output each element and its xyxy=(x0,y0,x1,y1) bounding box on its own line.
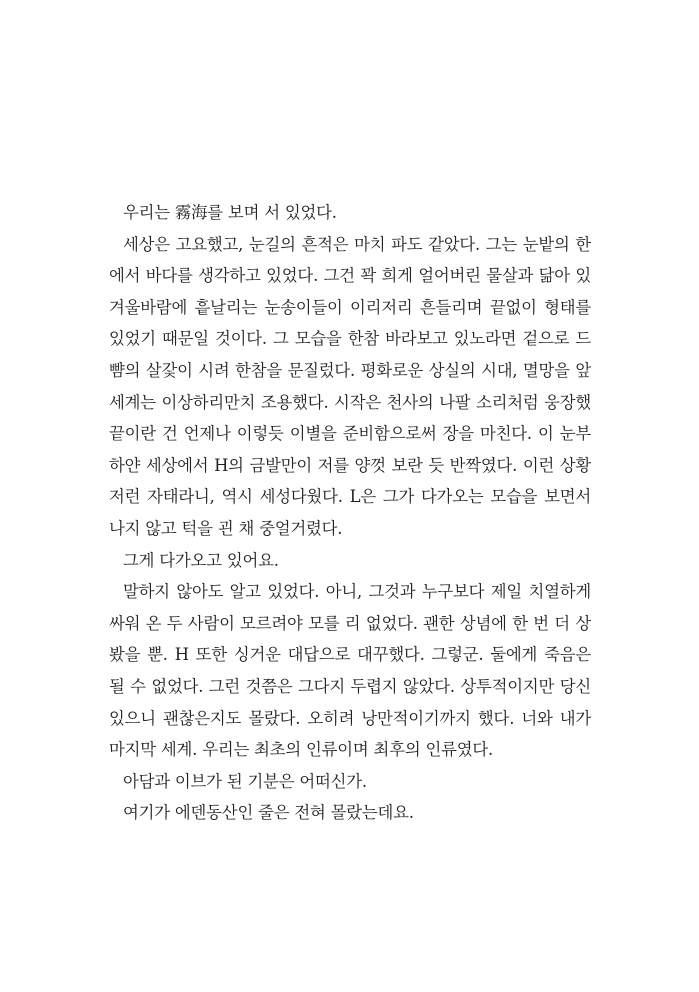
text-line: 말하지 않아도 알고 있었다. 아니, 그것과 누구보다 제일 치열하게 xyxy=(123,582,591,602)
text-line: 있었기 때문일 것이다. 그 모습을 한참 바라보고 있노라면 겉으로 드 xyxy=(109,329,591,349)
text-line: 될 수 없었다. 그런 것쯤은 그다지 두렵지 않았다. 상투적이지만 당신 xyxy=(109,676,591,696)
text-line: 세상은 고요했고, 눈길의 흔적은 마치 파도 같았다. 그는 눈밭의 한 xyxy=(123,234,591,254)
text-line: 있으니 괜찮은지도 몰랐다. 오히려 낭만적이기까지 했다. 너와 내가 xyxy=(109,708,591,728)
text-line: 나지 않고 턱을 괸 채 중얼거렸다. xyxy=(109,518,343,538)
text-line: 저런 자태라니, 역시 세성다웠다. L은 그가 다가오는 모습을 보면서 xyxy=(109,487,591,507)
text-line: 겨울바람에 흩날리는 눈송이들이 이리저리 흔들리며 끝없이 형태를 xyxy=(109,297,591,317)
text-line: 마지막 세계. 우리는 최초의 인류이며 최후의 인류였다. xyxy=(109,740,494,760)
text-line: 아담과 이브가 된 기분은 어떠신가. xyxy=(123,771,367,791)
text-line: 봤을 뿐. H 또한 싱거운 대답으로 대꾸했다. 그렇군. 둘에게 죽음은 xyxy=(109,645,591,665)
body-text xyxy=(109,197,591,829)
text-line: 우리는 霧海를 보며 서 있었다. xyxy=(123,203,337,222)
text-line: 싸워 온 두 사람이 모르려야 모를 리 없었다. 괜한 상념에 한 번 더 상 xyxy=(109,613,591,633)
text-line: 끝이란 건 언제나 이렇듯 이별을 준비함으로써 장을 마친다. 이 눈부 xyxy=(109,424,591,444)
text-line: 하얀 세상에서 H의 금발만이 저를 양껏 보란 듯 반짝였다. 이런 상황 xyxy=(109,455,591,475)
text-line: 에서 바다를 생각하고 있었다. 그건 꽉 희게 얼어버린 물살과 닮아 있 xyxy=(109,266,591,286)
text-line: 뺨의 살갗이 시려 한참을 문질렀다. 평화로운 상실의 시대, 멸망을 앞 xyxy=(109,360,591,380)
text-line: 세계는 이상하리만치 조용했다. 시작은 천사의 나팔 소리처럼 웅장했 xyxy=(109,392,591,412)
text-line: 여기가 에덴동산인 줄은 전혀 몰랐는데요. xyxy=(123,803,414,823)
text-line: 그게 다가오고 있어요. xyxy=(123,550,279,570)
